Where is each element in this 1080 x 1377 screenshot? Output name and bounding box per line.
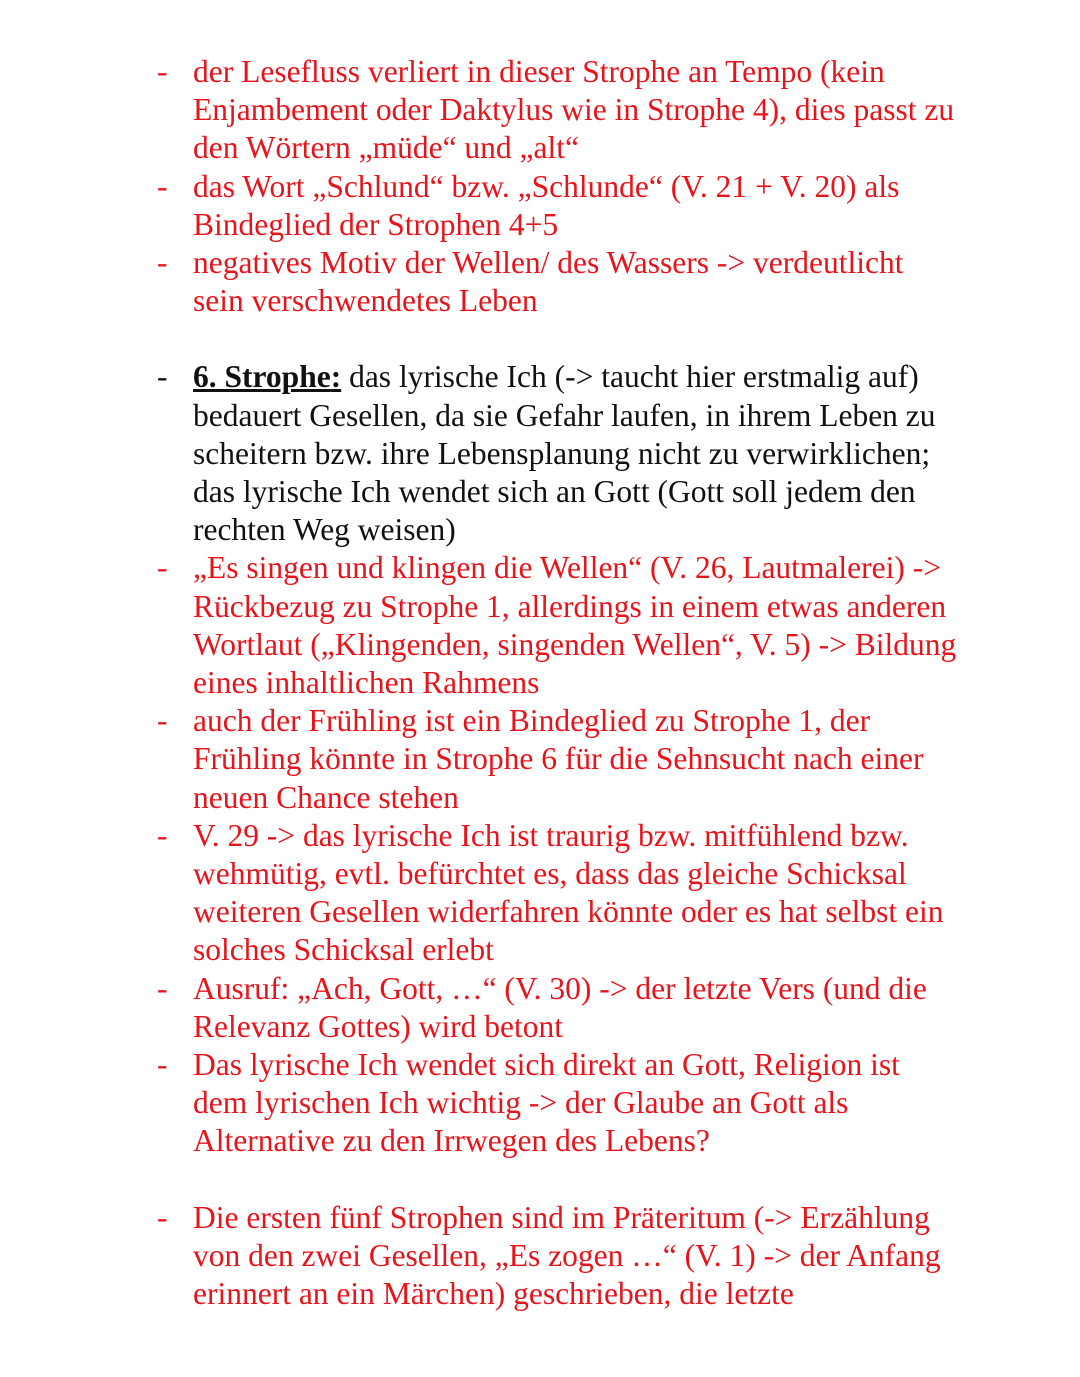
bullet-dash: - bbox=[157, 1047, 168, 1083]
list-item-text: negatives Motiv der Wellen/ des Wassers -> verdeutlicht sein verschwendetes Leben bbox=[193, 245, 904, 319]
bullet-dash: - bbox=[157, 359, 168, 395]
list-item bbox=[157, 702, 957, 817]
list-item bbox=[157, 1046, 957, 1161]
list-item-text: Das lyrische Ich wendet sich direkt an Gott, Religion ist dem lyrischen Ich wichtig -> der Glaube an Gott als Alternative zu den Irrwegen des Lebens? bbox=[193, 1047, 900, 1159]
bullet-dash: - bbox=[157, 703, 168, 739]
document-page bbox=[157, 53, 957, 1313]
strophe-6-intro bbox=[157, 358, 957, 549]
paragraph-gap bbox=[157, 320, 957, 358]
list-item-text: das Wort „Schlund“ bzw. „Schlunde“ (V. 21 + V. 20) als Bindeglied der Strophen 4+5 bbox=[193, 168, 900, 242]
list-item-text: der Lesefluss verliert in dieser Strophe an Tempo (kein Enjambement oder Daktylus wie in Strophe 4), dies passt zu den Wörtern „müde“ und „alt“ bbox=[193, 54, 955, 166]
list-item-text: Ausruf: „Ach, Gott, …“ (V. 30) -> der letzte Vers (und die Relevanz Gottes) wird betont bbox=[193, 970, 927, 1044]
bullet-dash: - bbox=[157, 54, 168, 89]
list-item-text: „Es singen und klingen die Wellen“ (V. 26, Lautmalerei) -> Rückbezug zu Strophe 1, allerdings in einem etwas anderen Wortlaut („Klingenden, singenden Wellen“, V. 5) -> Bildung eines inhaltlichen Rahmens bbox=[193, 550, 957, 701]
bullet-dash: - bbox=[157, 245, 168, 281]
list-item bbox=[157, 168, 957, 244]
list-item-text: V. 29 -> das lyrische Ich ist traurig bzw. mitfühlend bzw. wehmütig, evtl. befürchtet es, dass das gleiche Schicksal weiteren Gesellen widerfahren könnte oder es hat selbst ein solches Schicksal erlebt bbox=[193, 817, 944, 968]
list-item bbox=[157, 1199, 957, 1314]
list-item-text: auch der Frühling ist ein Bindeglied zu Strophe 1, der Frühling könnte in Strophe 6 für die Sehnsucht nach einer neuen Chance stehen bbox=[193, 703, 924, 815]
heading-colon: : bbox=[330, 359, 342, 395]
paragraph-gap bbox=[157, 1161, 957, 1199]
bullet-dash: - bbox=[157, 168, 168, 204]
bullet-dash: - bbox=[157, 1199, 168, 1235]
list-item bbox=[157, 549, 957, 702]
bullet-dash: - bbox=[157, 970, 168, 1006]
list-item bbox=[157, 970, 957, 1046]
bullet-dash: - bbox=[157, 550, 168, 586]
list-item-text: das lyrische Ich (-> taucht hier erstmalig auf) bedauert Gesellen, da sie Gefahr laufen, in ihrem Leben zu scheitern bzw. ihre Lebensplanung nicht zu verwirklichen; das lyrische Ich wendet sich an Gott (Gott soll jedem den rechten Weg weisen) bbox=[193, 359, 936, 548]
list-item bbox=[157, 244, 957, 320]
list-item-text: Die ersten fünf Strophen sind im Präteritum (-> Erzählung von den zwei Gesellen, „Es zogen …“ (V. 1) -> der Anfang erinnert an ein Märchen) geschrieben, die letzte bbox=[193, 1199, 941, 1312]
bullet-dash: - bbox=[157, 817, 168, 853]
list-item bbox=[157, 817, 957, 970]
list-item bbox=[157, 53, 957, 168]
section-heading: 6. Strophe bbox=[193, 359, 331, 395]
